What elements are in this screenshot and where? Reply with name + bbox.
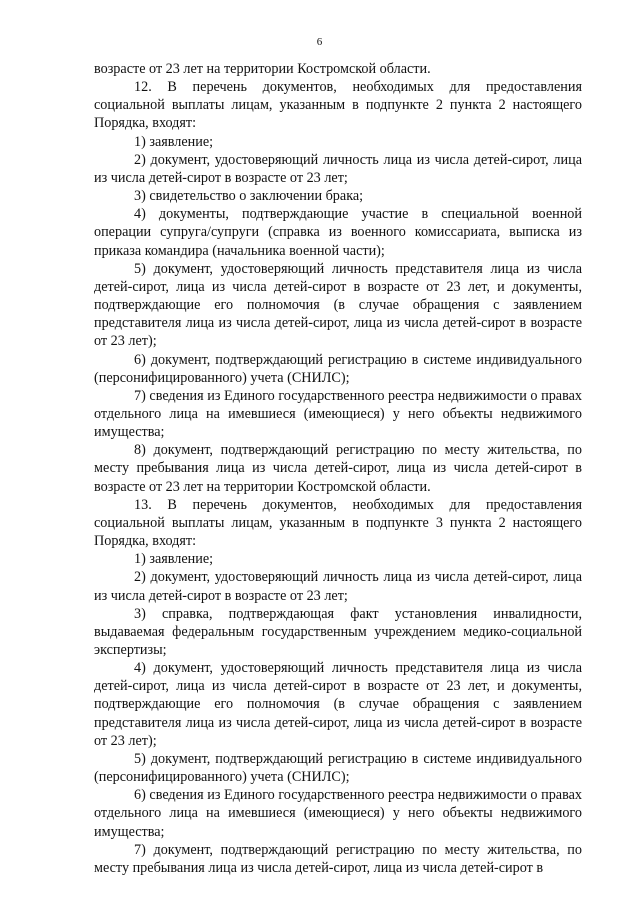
list-item: 4) документы, подтверждающие участие в специальной военной операции супруга/супруги (справка из военного комиссариата, выписка из приказа командира (начальника военной части); [94, 206, 582, 259]
list-item: 4) документ, удостоверяющий личность представителя лица из числа детей-сирот, лица из числа детей-сирот в возрасте от 23 лет, и документы, подтверждающие его полномочия (в случае обращения с заявлением представителя лица из числа детей-сирот, лица из числа детей-сирот в возрасте от 23 лет); [94, 660, 582, 749]
paragraph-item-12: 12. В перечень документов, необходимых для предоставления социальной выплаты лицам, указанным в подпункте 2 пункта 2 настоящего Порядка, входят: [94, 79, 582, 132]
paragraph-item-13: 13. В перечень документов, необходимых для предоставления социальной выплаты лицам, указанным в подпункте 3 пункта 2 настоящего Порядка, входят: [94, 496, 582, 550]
list-item: 6) сведения из Единого государственного реестра недвижимости о правах отдельного лица на имевшиеся (имеющиеся) у него объекты недвижимого имущества; [94, 787, 582, 840]
list-item: 2) документ, удостоверяющий личность лица из числа детей-сирот, лица из числа детей-сирот в возрасте от 23 лет; [94, 151, 582, 186]
document-body [94, 60, 582, 877]
list-item: 5) документ, подтверждающий регистрацию в системе индивидуального (персонифицированного) учета (СНИЛС); [94, 750, 582, 786]
list-item: 5) документ, удостоверяющий личность представителя лица из числа детей-сирот, лица из числа детей-сирот в возрасте от 23 лет, и документы, подтверждающие его полномочия (в случае обращения с заявлением представителя лица из числа детей-сирот, лица из числа детей-сирот в возрасте от 23 лет); [94, 260, 582, 350]
list-item: 8) документ, подтверждающий регистрацию по месту жительства, по месту пребывания лица из числа детей-сирот, лица из числа детей-сирот в возрасте от 23 лет на территории Костромской области. [94, 442, 582, 495]
list-item: 6) документ, подтверждающий регистрацию в системе индивидуального (персонифицированного) учета (СНИЛС); [94, 351, 582, 386]
page-number: 6 [316, 36, 323, 48]
list-item: 3) свидетельство о заключении брака; [134, 188, 364, 205]
list-item-partial: 7) документ, подтверждающий регистрацию по месту жительства, по месту пребывания лица из числа детей-сирот, лица из числа детей-сирот в [94, 841, 582, 876]
paragraph-continuation: возрасте от 23 лет на территории Костромской области. [94, 61, 431, 77]
list-item: 3) справка, подтверждающая факт установления инвалидности, выдаваемая федеральным государственным учреждением медико-социальной экспертизы; [94, 605, 582, 658]
list-item: 1) заявление; [134, 551, 214, 568]
list-item: 1) заявление; [134, 133, 214, 150]
list-item: 2) документ, удостоверяющий личность лица из числа детей-сирот, лица из числа детей-сирот в возрасте от 23 лет; [94, 569, 582, 604]
list-item: 7) сведения из Единого государственного реестра недвижимости о правах отдельного лица на имевшиеся (имеющиеся) у него объекты недвижимого имущества; [94, 387, 582, 441]
